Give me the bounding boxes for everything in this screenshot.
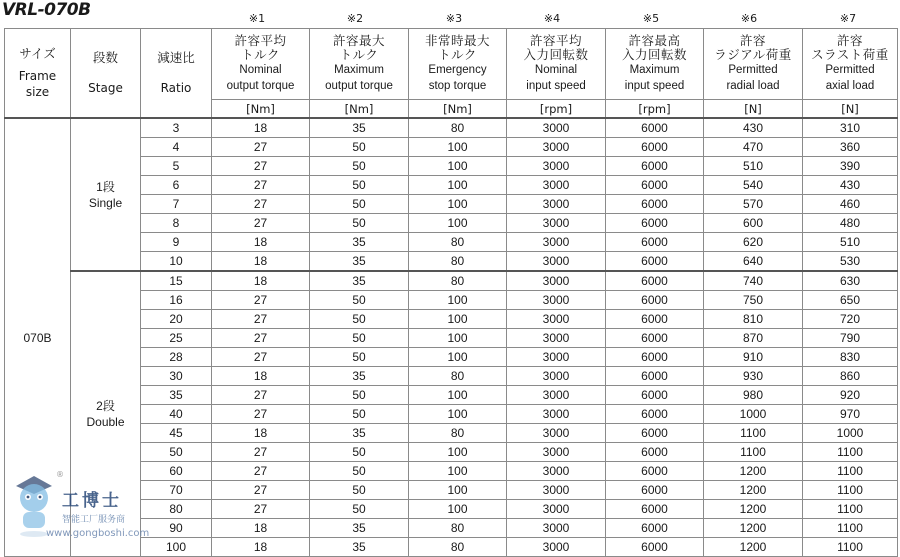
- value-cell: 3000: [507, 329, 606, 348]
- value-cell: 430: [704, 118, 803, 138]
- value-cell: 27: [212, 310, 310, 329]
- header-en2: input speed: [526, 80, 586, 92]
- value-cell: 3000: [507, 214, 606, 233]
- value-cell: 6000: [606, 138, 704, 157]
- value-cell: 27: [212, 138, 310, 157]
- value-cell: 1200: [704, 481, 803, 500]
- ratio-cell: 60: [141, 462, 212, 481]
- value-cell: 360: [803, 138, 898, 157]
- watermark-subtitle: 智能工厂服务商: [62, 515, 126, 525]
- value-cell: 50: [310, 310, 409, 329]
- ratio-cell: 80: [141, 500, 212, 519]
- header-ratio: [141, 29, 212, 119]
- unit-cell: [Nm]: [212, 100, 310, 119]
- value-cell: 6000: [606, 538, 704, 557]
- header-en1: Permitted: [728, 64, 778, 76]
- stage-jp: 2段: [96, 399, 115, 413]
- value-cell: 540: [704, 176, 803, 195]
- value-cell: 3000: [507, 118, 606, 138]
- value-cell: 80: [409, 252, 507, 272]
- header-jp1: 非常時最大: [424, 33, 490, 48]
- header-jp1: 許容平均: [234, 33, 287, 48]
- header-stage-en: Stage: [88, 81, 123, 95]
- value-cell: 27: [212, 443, 310, 462]
- value-cell: 6000: [606, 176, 704, 195]
- header-stage-jp: 段数: [92, 50, 118, 65]
- value-cell: 6000: [606, 348, 704, 367]
- header-en2: radial load: [726, 80, 780, 92]
- stage-cell: [71, 118, 141, 271]
- table-row: [5, 271, 898, 291]
- value-cell: 80: [409, 233, 507, 252]
- value-cell: 100: [409, 405, 507, 424]
- value-cell: 50: [310, 329, 409, 348]
- value-cell: 430: [803, 176, 898, 195]
- value-cell: 3000: [507, 405, 606, 424]
- value-cell: 35: [310, 252, 409, 272]
- value-cell: 980: [704, 386, 803, 405]
- value-cell: 27: [212, 214, 310, 233]
- value-cell: 1100: [803, 538, 898, 557]
- value-cell: 18: [212, 118, 310, 138]
- value-cell: 100: [409, 443, 507, 462]
- note-marker: ※2: [346, 12, 364, 25]
- value-cell: 100: [409, 329, 507, 348]
- header-en1: Nominal: [534, 64, 578, 76]
- header-ratio-jp: 減速比: [157, 50, 195, 65]
- watermark: [10, 470, 150, 544]
- ratio-cell: 25: [141, 329, 212, 348]
- value-cell: 50: [310, 157, 409, 176]
- value-cell: 6000: [606, 481, 704, 500]
- registered-mark: ®: [56, 470, 64, 479]
- value-cell: 3000: [507, 424, 606, 443]
- header-jp2: トルク: [339, 47, 379, 62]
- header-en2: output torque: [226, 80, 295, 92]
- value-cell: 720: [803, 310, 898, 329]
- value-cell: 50: [310, 138, 409, 157]
- value-cell: 80: [409, 271, 507, 291]
- value-cell: 27: [212, 500, 310, 519]
- value-cell: 18: [212, 233, 310, 252]
- value-cell: 3000: [507, 157, 606, 176]
- header-col: [212, 29, 310, 100]
- value-cell: 35: [310, 367, 409, 386]
- value-cell: 100: [409, 348, 507, 367]
- unit-cell: [rpm]: [606, 100, 704, 119]
- value-cell: 100: [409, 138, 507, 157]
- value-cell: 80: [409, 424, 507, 443]
- value-cell: 6000: [606, 271, 704, 291]
- note-marker: ※6: [740, 12, 758, 25]
- note-marker: ※3: [445, 12, 463, 25]
- value-cell: 480: [803, 214, 898, 233]
- value-cell: 790: [803, 329, 898, 348]
- value-cell: 6000: [606, 519, 704, 538]
- ratio-cell: 28: [141, 348, 212, 367]
- value-cell: 3000: [507, 195, 606, 214]
- ratio-cell: 9: [141, 233, 212, 252]
- value-cell: 1100: [803, 500, 898, 519]
- value-cell: 920: [803, 386, 898, 405]
- table-row: [5, 118, 898, 138]
- value-cell: 3000: [507, 443, 606, 462]
- value-cell: 27: [212, 329, 310, 348]
- value-cell: 35: [310, 118, 409, 138]
- value-cell: 27: [212, 462, 310, 481]
- note-marker: ※7: [839, 12, 857, 25]
- header-en2: output torque: [325, 80, 393, 92]
- header-jp2: 入力回転数: [621, 47, 687, 62]
- header-en2: stop torque: [428, 80, 487, 92]
- value-cell: 27: [212, 481, 310, 500]
- value-cell: 100: [409, 462, 507, 481]
- value-cell: 50: [310, 386, 409, 405]
- ratio-cell: 6: [141, 176, 212, 195]
- frame-size-cell: 070B: [5, 118, 71, 557]
- value-cell: 930: [704, 367, 803, 386]
- value-cell: 3000: [507, 348, 606, 367]
- header-jp2: スラスト荷重: [811, 47, 889, 62]
- value-cell: 100: [409, 386, 507, 405]
- value-cell: 6000: [606, 329, 704, 348]
- header-col: [803, 29, 898, 100]
- value-cell: 1100: [803, 519, 898, 538]
- value-cell: 3000: [507, 500, 606, 519]
- value-cell: 3000: [507, 138, 606, 157]
- ratio-cell: 40: [141, 405, 212, 424]
- header-jp1: 許容最大: [332, 33, 385, 48]
- value-cell: 50: [310, 500, 409, 519]
- value-cell: 18: [212, 538, 310, 557]
- value-cell: 18: [212, 424, 310, 443]
- value-cell: 27: [212, 157, 310, 176]
- value-cell: 3000: [507, 367, 606, 386]
- ratio-cell: 3: [141, 118, 212, 138]
- value-cell: 310: [803, 118, 898, 138]
- watermark-url: www.gongboshi.com: [46, 528, 150, 539]
- value-cell: 510: [803, 233, 898, 252]
- note-marker: ※4: [543, 12, 561, 25]
- value-cell: 630: [803, 271, 898, 291]
- ratio-cell: 5: [141, 157, 212, 176]
- value-cell: 1200: [704, 500, 803, 519]
- value-cell: 3000: [507, 271, 606, 291]
- value-cell: 50: [310, 291, 409, 310]
- unit-cell: [Nm]: [409, 100, 507, 119]
- header-frame-en1: Frame: [18, 69, 57, 83]
- value-cell: 27: [212, 176, 310, 195]
- header-frame-size: [5, 29, 71, 119]
- ratio-cell: 30: [141, 367, 212, 386]
- value-cell: 6000: [606, 386, 704, 405]
- value-cell: 100: [409, 157, 507, 176]
- header-col: [507, 29, 606, 100]
- value-cell: 1100: [704, 443, 803, 462]
- value-cell: 870: [704, 329, 803, 348]
- page-title: VRL-070B: [2, 0, 91, 20]
- value-cell: 650: [803, 291, 898, 310]
- header-jp1: 許容平均: [529, 33, 582, 48]
- value-cell: 100: [409, 310, 507, 329]
- stage-en: Double: [86, 415, 125, 429]
- value-cell: 100: [409, 500, 507, 519]
- value-cell: 6000: [606, 157, 704, 176]
- ratio-cell: 8: [141, 214, 212, 233]
- value-cell: 18: [212, 519, 310, 538]
- value-cell: 510: [704, 157, 803, 176]
- header-jp2: トルク: [241, 47, 280, 62]
- ratio-cell: 10: [141, 252, 212, 272]
- value-cell: 6000: [606, 405, 704, 424]
- value-cell: 470: [704, 138, 803, 157]
- value-cell: 600: [704, 214, 803, 233]
- header-jp1: 許容: [836, 33, 863, 48]
- header-col: [310, 29, 409, 100]
- value-cell: 100: [409, 291, 507, 310]
- header-stage: [71, 29, 141, 119]
- ratio-cell: 35: [141, 386, 212, 405]
- value-cell: 810: [704, 310, 803, 329]
- value-cell: 100: [409, 481, 507, 500]
- value-cell: 27: [212, 195, 310, 214]
- value-cell: 6000: [606, 500, 704, 519]
- value-cell: 6000: [606, 195, 704, 214]
- ratio-cell: 16: [141, 291, 212, 310]
- unit-cell: [rpm]: [507, 100, 606, 119]
- header-en1: Maximum: [629, 64, 680, 76]
- value-cell: 3000: [507, 538, 606, 557]
- value-cell: 6000: [606, 118, 704, 138]
- note-markers: [0, 12, 900, 28]
- watermark-brand: 工博士: [62, 491, 122, 511]
- header-frame-en2: size: [25, 85, 50, 99]
- unit-cell: [N]: [803, 100, 898, 119]
- value-cell: 1000: [704, 405, 803, 424]
- header-ratio-en: Ratio: [160, 81, 192, 95]
- ratio-cell: 90: [141, 519, 212, 538]
- header-col: [704, 29, 803, 100]
- value-cell: 50: [310, 443, 409, 462]
- value-cell: 6000: [606, 443, 704, 462]
- header-frame-jp: サイズ: [19, 46, 56, 61]
- value-cell: 6000: [606, 310, 704, 329]
- ratio-cell: 70: [141, 481, 212, 500]
- header-jp1: 許容: [739, 33, 766, 48]
- value-cell: 50: [310, 481, 409, 500]
- ratio-cell: 7: [141, 195, 212, 214]
- value-cell: 35: [310, 271, 409, 291]
- value-cell: 3000: [507, 252, 606, 272]
- unit-cell: [N]: [704, 100, 803, 119]
- value-cell: 390: [803, 157, 898, 176]
- header-col: [409, 29, 507, 100]
- value-cell: 35: [310, 233, 409, 252]
- value-cell: 80: [409, 538, 507, 557]
- value-cell: 50: [310, 405, 409, 424]
- header-jp1: 許容最高: [628, 33, 681, 48]
- header-jp2: 入力回転数: [523, 47, 589, 62]
- value-cell: 750: [704, 291, 803, 310]
- value-cell: 80: [409, 519, 507, 538]
- value-cell: 830: [803, 348, 898, 367]
- ratio-cell: 100: [141, 538, 212, 557]
- value-cell: 1100: [803, 462, 898, 481]
- value-cell: 35: [310, 424, 409, 443]
- value-cell: 1100: [704, 424, 803, 443]
- ratio-cell: 20: [141, 310, 212, 329]
- ratio-cell: 15: [141, 271, 212, 291]
- value-cell: 6000: [606, 462, 704, 481]
- value-cell: 27: [212, 348, 310, 367]
- header-col: [606, 29, 704, 100]
- stage-jp: 1段: [96, 179, 115, 194]
- value-cell: 1200: [704, 462, 803, 481]
- value-cell: 80: [409, 118, 507, 138]
- ratio-cell: 45: [141, 424, 212, 443]
- value-cell: 970: [803, 405, 898, 424]
- header-en1: Emergency: [428, 64, 487, 76]
- value-cell: 3000: [507, 291, 606, 310]
- value-cell: 27: [212, 405, 310, 424]
- value-cell: 100: [409, 214, 507, 233]
- value-cell: 3000: [507, 519, 606, 538]
- header-en2: input speed: [624, 80, 685, 92]
- value-cell: 35: [310, 519, 409, 538]
- value-cell: 460: [803, 195, 898, 214]
- note-marker: ※1: [248, 12, 266, 25]
- value-cell: 80: [409, 367, 507, 386]
- value-cell: 50: [310, 176, 409, 195]
- value-cell: 6000: [606, 424, 704, 443]
- value-cell: 6000: [606, 291, 704, 310]
- value-cell: 3000: [507, 176, 606, 195]
- value-cell: 1000: [803, 424, 898, 443]
- value-cell: 530: [803, 252, 898, 272]
- value-cell: 3000: [507, 481, 606, 500]
- value-cell: 1100: [803, 443, 898, 462]
- value-cell: 3000: [507, 386, 606, 405]
- value-cell: 570: [704, 195, 803, 214]
- stage-en: Single: [88, 195, 123, 210]
- value-cell: 620: [704, 233, 803, 252]
- value-cell: 100: [409, 195, 507, 214]
- note-marker: ※5: [642, 12, 660, 25]
- value-cell: 50: [310, 195, 409, 214]
- value-cell: 18: [212, 252, 310, 272]
- value-cell: 27: [212, 291, 310, 310]
- ratio-cell: 50: [141, 443, 212, 462]
- value-cell: 740: [704, 271, 803, 291]
- value-cell: 50: [310, 214, 409, 233]
- ratio-cell: 4: [141, 138, 212, 157]
- value-cell: 27: [212, 386, 310, 405]
- value-cell: 3000: [507, 462, 606, 481]
- value-cell: 6000: [606, 252, 704, 272]
- header-en2: axial load: [825, 80, 875, 92]
- header-jp2: ラジアル荷重: [714, 47, 792, 62]
- value-cell: 640: [704, 252, 803, 272]
- value-cell: 6000: [606, 214, 704, 233]
- value-cell: 1100: [803, 481, 898, 500]
- value-cell: 6000: [606, 233, 704, 252]
- value-cell: 18: [212, 367, 310, 386]
- header-jp2: トルク: [438, 47, 477, 62]
- value-cell: 1200: [704, 519, 803, 538]
- header-en1: Permitted: [825, 64, 875, 76]
- value-cell: 3000: [507, 310, 606, 329]
- value-cell: 18: [212, 271, 310, 291]
- value-cell: 910: [704, 348, 803, 367]
- value-cell: 3000: [507, 233, 606, 252]
- value-cell: 6000: [606, 367, 704, 386]
- header-en1: Maximum: [334, 64, 384, 76]
- value-cell: 1200: [704, 538, 803, 557]
- value-cell: 860: [803, 367, 898, 386]
- value-cell: 50: [310, 348, 409, 367]
- unit-cell: [Nm]: [310, 100, 409, 119]
- value-cell: 100: [409, 176, 507, 195]
- value-cell: 35: [310, 538, 409, 557]
- header-en1: Nominal: [239, 64, 282, 76]
- value-cell: 50: [310, 462, 409, 481]
